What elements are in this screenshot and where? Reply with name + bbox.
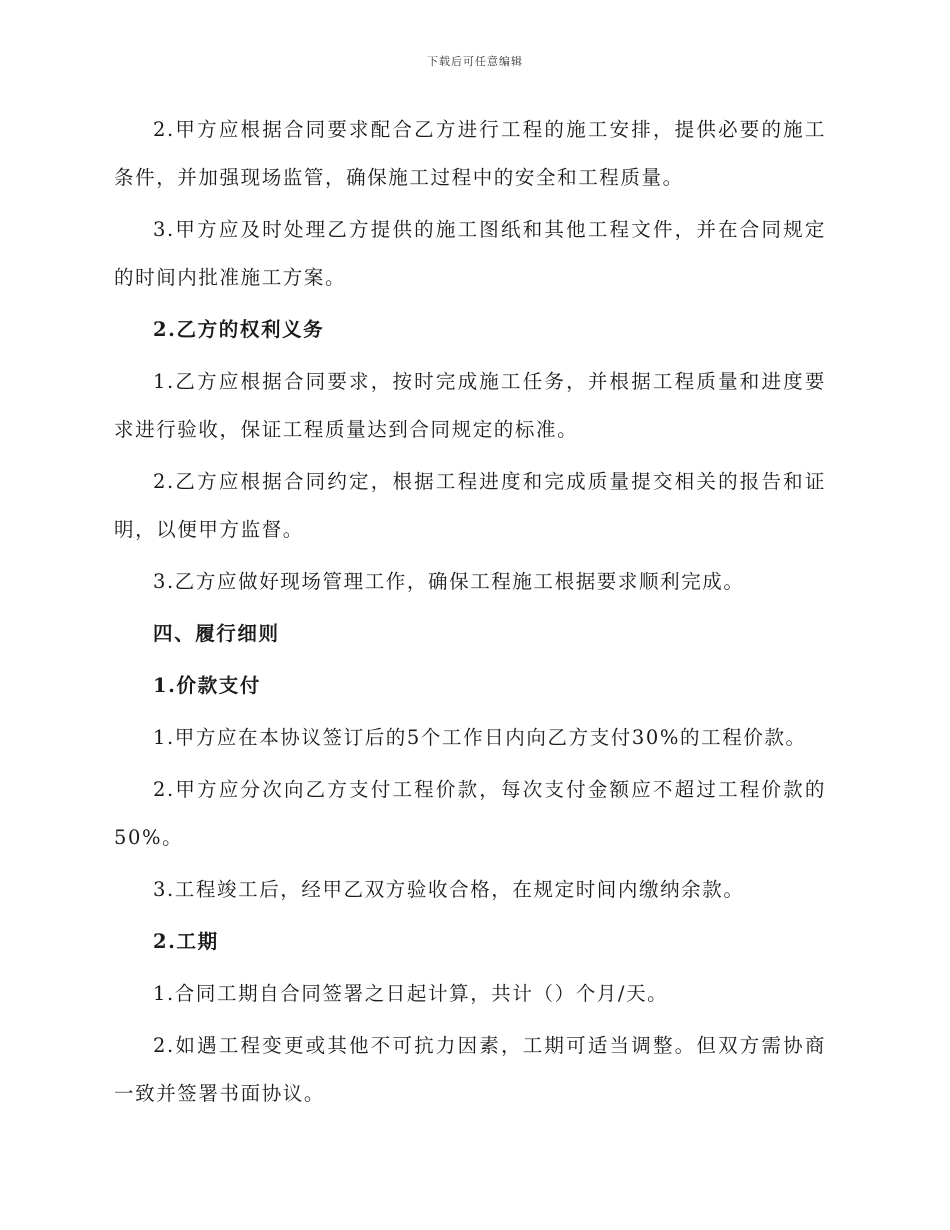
clause-paragraph: 3.甲方应及时处理乙方提供的施工图纸和其他工程文件，并在合同规定的时间内批准施工方案。: [114, 218, 826, 289]
clause-paragraph: 1.乙方应根据合同要求，按时完成施工任务，并根据工程质量和进度要求进行验收，保证工程质量达到合同规定的标准。: [114, 370, 826, 441]
section-heading: 2.工期: [153, 930, 219, 953]
clause-paragraph: 2.如遇工程变更或其他不可抗力因素，工期可适当调整。但双方需协商一致并签署书面协议。: [114, 1034, 826, 1105]
page-header-note: 下载后可任意编辑: [427, 55, 523, 68]
clause-paragraph: 2.乙方应根据合同约定，根据工程进度和完成质量提交相关的报告和证明，以便甲方监督。: [114, 470, 826, 541]
clause-paragraph: 2.甲方应根据合同要求配合乙方进行工程的施工安排，提供必要的施工条件，并加强现场监管，确保施工过程中的安全和工程质量。: [114, 118, 826, 189]
clause-paragraph: 3.工程竣工后，经甲乙双方验收合格，在规定时间内缴纳余款。: [153, 878, 745, 901]
clause-paragraph: 1.甲方应在本协议签订后的5个工作日内向乙方支付30%的工程价款。: [153, 726, 807, 749]
clause-paragraph: 3.乙方应做好现场管理工作，确保工程施工根据要求顺利完成。: [153, 570, 745, 593]
section-heading: 2.乙方的权利义务: [153, 318, 325, 341]
section-heading: 1.价款支付: [153, 674, 261, 697]
section-heading: 四、履行细则: [153, 622, 280, 645]
clause-paragraph: 2.甲方应分次向乙方支付工程价款，每次支付金额应不超过工程价款的50%。: [114, 778, 826, 849]
document-body: [114, 106, 826, 1122]
clause-paragraph: 1.合同工期自合同签署之日起计算，共计（）个月/天。: [153, 982, 669, 1005]
